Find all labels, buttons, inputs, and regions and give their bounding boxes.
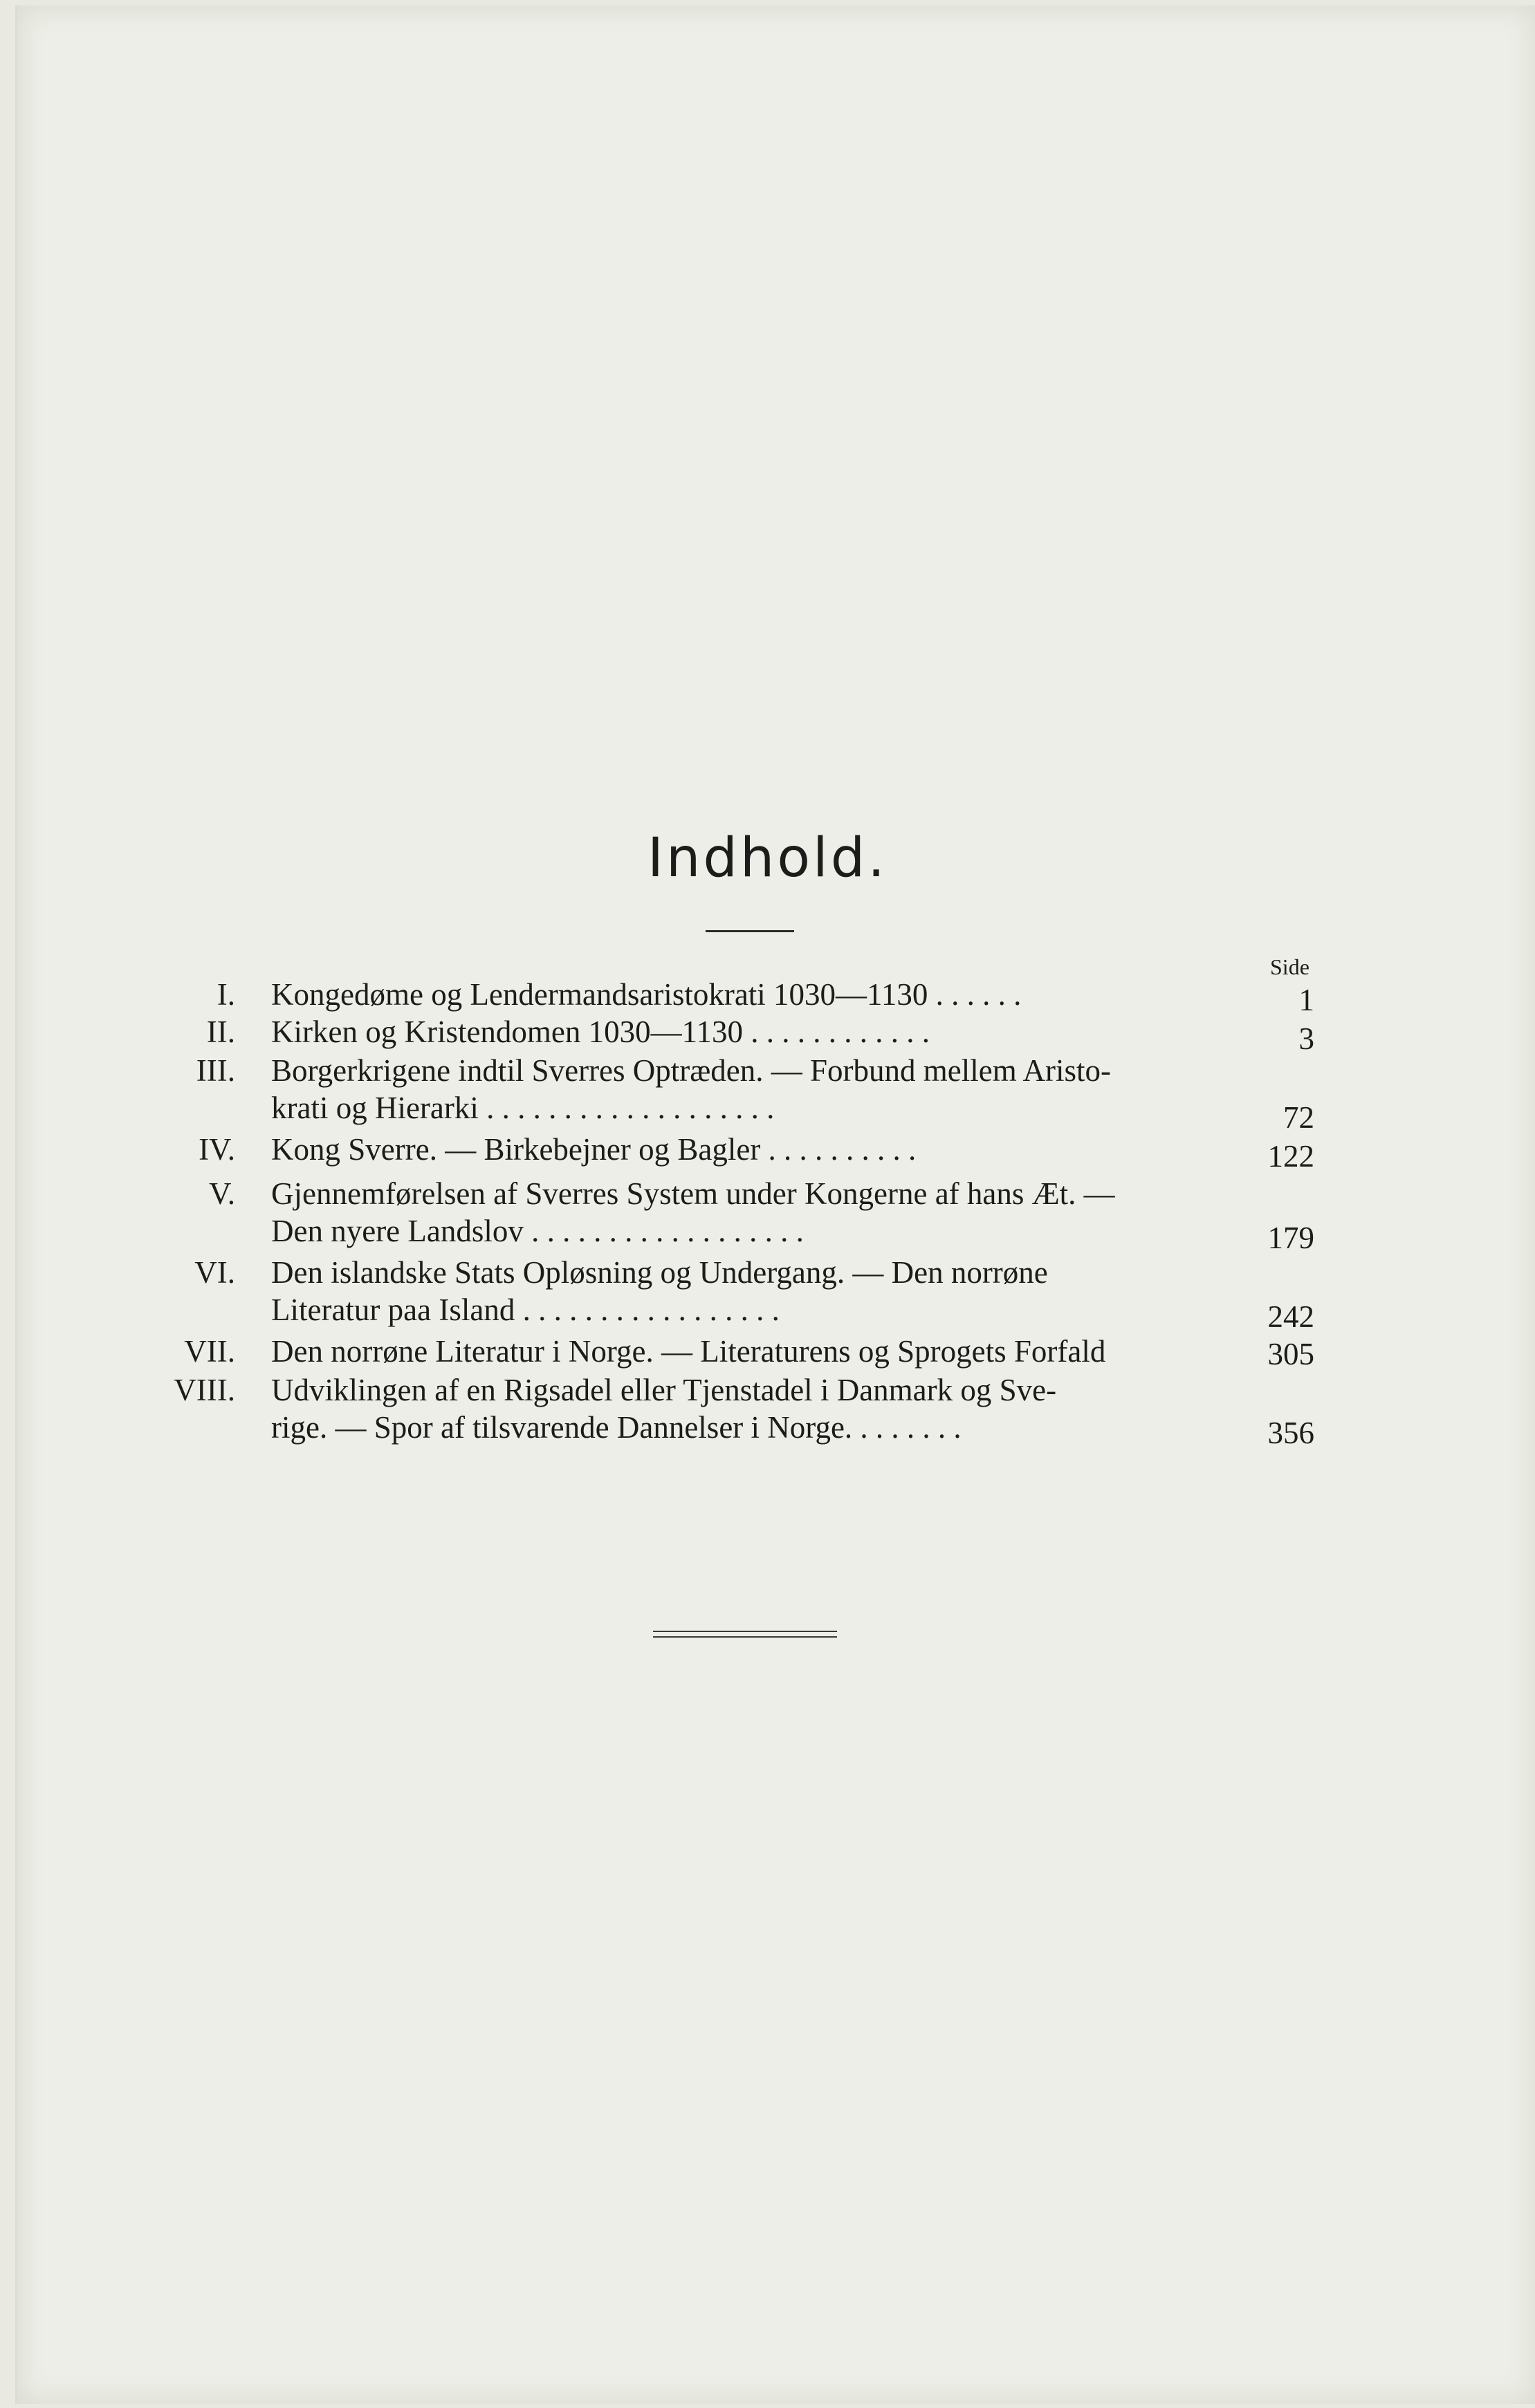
entry-page: 72	[1283, 1100, 1314, 1135]
entry-page: 179	[1267, 1221, 1314, 1255]
entry-page: 1	[1298, 983, 1314, 1017]
entry-number: VI.	[194, 1255, 235, 1290]
entry-number: II.	[206, 1015, 235, 1049]
entry-number: IV.	[199, 1132, 235, 1167]
entry-number: V.	[209, 1176, 235, 1211]
entry-title: Den norrøne Literatur i Norge. — Literaturens og Sprogets Forfald	[271, 1334, 1106, 1369]
page-title: Indhold.	[647, 827, 888, 889]
entry-title: Gjennemførelsen af Sverres System under Kongerne af hans Æt. —	[271, 1176, 1115, 1211]
closing-divider	[653, 1636, 837, 1638]
entry-page: 242	[1267, 1299, 1314, 1334]
entry-page: 356	[1267, 1416, 1314, 1450]
entry-title-continued: Literatur paa Island . . . . . . . . . . . . . . . . .	[271, 1293, 780, 1327]
entry-page: 122	[1267, 1139, 1314, 1174]
entry-title: Kong Sverre. — Birkebejner og Bagler . . . . . . . . . .	[271, 1132, 917, 1167]
entry-number: I.	[217, 977, 235, 1012]
entry-title-continued: Den nyere Landslov . . . . . . . . . . . . . . . . . .	[271, 1214, 804, 1248]
entry-number: III.	[196, 1053, 235, 1088]
entry-title: Kongedøme og Lendermandsaristokrati 1030—1130 . . . . . .	[271, 977, 1022, 1012]
entry-title-continued: krati og Hierarki . . . . . . . . . . . . . . . . . . .	[271, 1091, 775, 1125]
entry-page: 3	[1298, 1021, 1314, 1056]
entry-number: VIII.	[174, 1373, 235, 1407]
entry-title: Borgerkrigene indtil Sverres Optræden. — Forbund mellem Aristo-	[271, 1053, 1111, 1088]
entry-title-continued: rige. — Spor af tilsvarende Dannelser i Norge. . . . . . . .	[271, 1410, 962, 1445]
entry-number: VII.	[184, 1334, 235, 1369]
entry-title: Udviklingen af en Rigsadel eller Tjenstadel i Danmark og Sve-	[271, 1373, 1057, 1407]
entry-title: Den islandske Stats Opløsning og Undergang. — Den norrøne	[271, 1255, 1048, 1290]
entry-page: 305	[1267, 1337, 1314, 1371]
page-column-label: Side	[1270, 954, 1309, 979]
closing-divider	[653, 1631, 837, 1632]
entry-title: Kirken og Kristendomen 1030—1130 . . . . . . . . . . . .	[271, 1015, 930, 1049]
